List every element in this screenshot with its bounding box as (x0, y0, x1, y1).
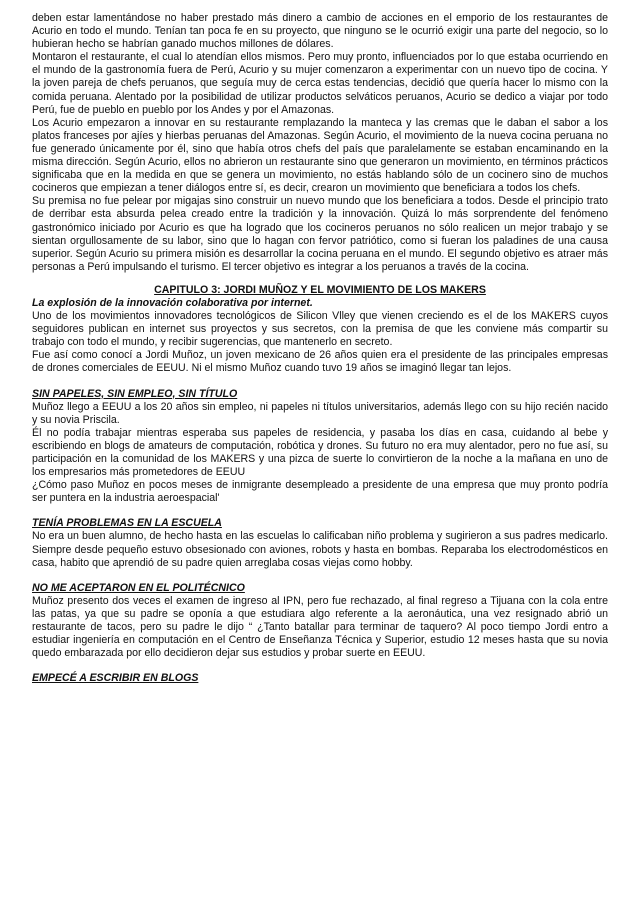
chapter-title: CAPITULO 3: JORDI MUÑOZ Y EL MOVIMIENTO DE LOS MAKERS (154, 283, 486, 296)
intro-paragraph-2: Montaron el restaurante, el cual lo atendían ellos mismos. Pero muy pronto, influenciados por lo que estaba ocurriendo en el mundo de la gastronomía fuera de Perú, Acurio y su mujer comenzaron a experimentar con un nuevo tipo de cocina. Y la joven pareja de chefs peruanos, que seguía muy de cerca estas tendencias, decidió que quería hacer lo mismo con la comida peruana. Alentado por la posibilidad de utilizar productos selváticos peruanos, Acurio se dedico a viajar por todo Perú, fue de pueblo en pueblo por los Andes y por el Amazonas. (32, 51, 608, 116)
section-paragraph: No era un buen alumno, de hecho hasta en las escuelas lo calificaban niño problema y sugirieron a sus padres medicarlo. Siempre desde pequeño estuvo obsesionado con aviones, robots y hasta en bombas. Reparaba los electrodomésticos en casa, habito que aprendió de su padre quien arreglaba cosas viejas como hobby. (32, 530, 608, 569)
section-blogs (32, 672, 608, 685)
section-heading: EMPECÉ A ESCRIBIR EN BLOGS (32, 672, 199, 685)
chapter-subtitle: La explosión de la innovación colaborativa por internet. (32, 296, 313, 309)
intro-paragraph-3: Los Acurio empezaron a innovar en su restaurante remplazando la manteca y las cremas que le daban el sabor a los platos franceses por ajíes y hierbas peruanas del Amazonas. Según Acurio, el movimiento de la nueva cocina peruana no fue generado únicamente por él, sino que había otros chefs del país que paralelamente se estaban encaminando en la misma dirección. Según Acurio, ellos no abrieron un restaurante sino que generaron un movimiento, en términos prácticos significaba que en la medida en que se genera un movimiento, no estás hablando sólo de un cocinero sino de muchos cocineros que empiezan a tener diálogos entre sí, es decir, crearon un movimiento que beneficiara a todos los chefs. (32, 116, 608, 195)
chapter-paragraph-1: Uno de los movimientos innovadores tecnológicos de Silicon Vlley que vienen creciendo es el de los MAKERS cuyos seguidores publican en internet sus proyectos y sus secretos, con la premisa de que les conviene más compartir su trabajo con todo el mundo, y recibir sugerencias, que mantenerlo en secreto. (32, 310, 608, 349)
section-sin-papeles (32, 388, 608, 506)
chapter-paragraph-2: Fue así como conocí a Jordi Muñoz, un joven mexicano de 26 años quien era el presidente de las principales empresas de drones comerciales de EEUU. Ni el mismo Muñoz cuando tuvo 19 años se imaginó llegar tan lejos. (32, 349, 608, 375)
section-heading: TENÍA PROBLEMAS EN LA ESCUELA (32, 517, 222, 530)
section-paragraph: ¿Cómo paso Muñoz en pocos meses de inmigrante desempleado a presidente de una empresa que muy pronto podría ser puntera en la industria aeroespacial' (32, 479, 608, 505)
section-paragraph: Él no podía trabajar mientras esperaba sus papeles de residencia, y pasaba los días en casa, cuidando al bebe y escribiendo en blogs de amateurs de computación, robótica y drones. Su futuro no era muy alentador, pero no fue así, su participación en la comunidad de los MAKERS y una pizca de suerte lo convirtieron de la noche a la mañana en uno de los empresarios más prometedores de EEUU (32, 426, 608, 479)
section-problemas-escuela (32, 517, 608, 569)
section-heading: NO ME ACEPTARON EN EL POLITÉCNICO (32, 581, 245, 594)
section-heading: SIN PAPELES, SIN EMPLEO, SIN TÍTULO (32, 387, 238, 400)
document-page (32, 12, 608, 685)
section-politecnico (32, 582, 608, 661)
intro-paragraph-1: deben estar lamentándose no haber prestado más dinero a cambio de acciones en el emporio de los restaurantes de Acurio en todo el mundo. Tenían tan poca fe en su proyecto, que ninguno se le ocurrió exigir una parte del negocio, so lo hubieran hecho se habrían ganado muchos millones de dólares. (32, 12, 608, 51)
section-paragraph: Muñoz presento dos veces el examen de ingreso al IPN, pero fue rechazado, al final regreso a Tijuana con la cola entre las patas, ya que su padre se oponía a que estudiara algo referente a la aeronáutica, una vez resignado abrió un restaurante de tacos, pero su padre le dijo “ ¿Tanto batallar para terminar de taquero? Al poco tiempo Jordi entro a estudiar ingeniería en computación en el Centro de Enseñanza Técnica y Superior, estudio 12 meses hasta que su novia quedo embarazada por ello decidieron dejar sus estudios y probar suerte en EEUU. (32, 594, 608, 660)
section-paragraph: Muñoz llego a EEUU a los 20 años sin empleo, ni papeles ni títulos universitarios, además llego con su hijo recién nacido y su novia Priscila. (32, 400, 608, 426)
intro-paragraph-4: Su premisa no fue pelear por migajas sino construir un nuevo mundo que los beneficiara a todos. Desde el principio trato de derribar esta absurda pelea creado entre la tradición y la innovación. Quizá lo más sorprendente del fenómeno gastronómico iniciado por Acurio es que ha logrado que los cocineros peruanos no sólo realicen un mejor trabajo y se sientan orgullosamente de su labor, sino que lo hagan con fervor patriótico, como si fueran los paladines de una causa superior. Según Acurio su primera misión es desarrollar la cocina peruana en el mundo. El segundo objetivo es atraer más personas a Perú impulsando el turismo. El tercer objetivo es integrar a los peruanos a través de la cocina. (32, 195, 608, 273)
